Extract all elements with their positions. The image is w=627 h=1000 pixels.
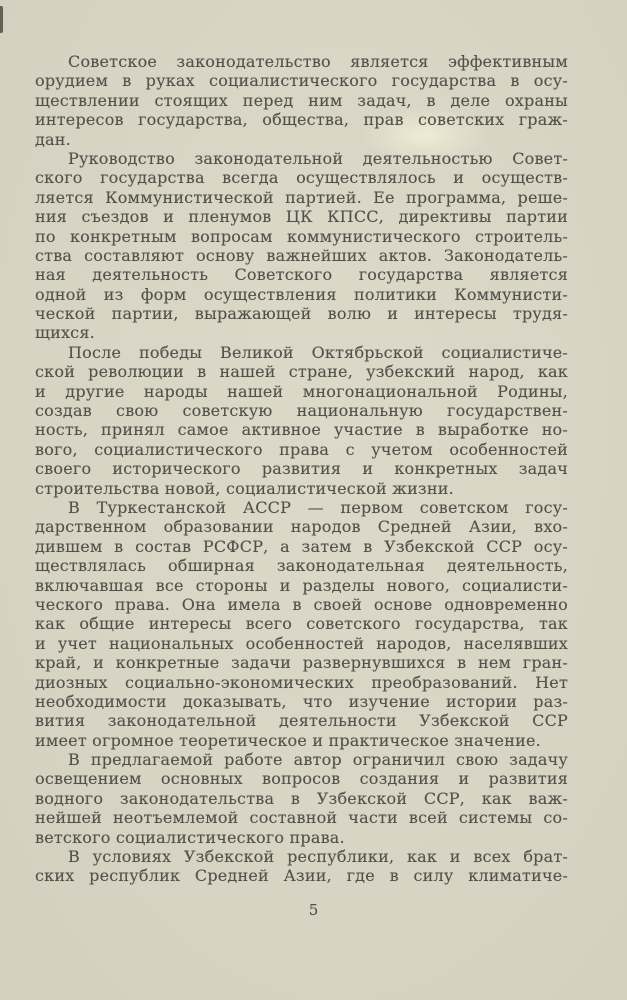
text-line: имеет огромное теоретическое и практическое значение. (35, 730, 541, 750)
text-line: край, и конкретные задачи развернувшихся в нем гран- (35, 653, 568, 673)
text-line: ства составляют основу важнейших актов. Законодатель- (35, 245, 568, 265)
text-line: ная деятельность Советского государства является (35, 265, 568, 285)
paragraph (35, 343, 568, 498)
text-line: одной из форм осуществления политики Коммунисти- (35, 284, 568, 304)
text-line: ческой партии, выражающей волю и интересы трудя- (35, 304, 568, 324)
text-line: ского государства всегда осуществлялось и осуществ- (35, 168, 568, 188)
scan-edge-artifact (0, 6, 3, 33)
text-line: включавшая все стороны и разделы нового, социалисти- (35, 575, 568, 595)
text-line: ществлении стоящих перед ним задач, в деле охраны (35, 90, 568, 110)
text-line: В Туркестанской АССР — первом советском госу- (68, 497, 568, 517)
text-line: и другие народы нашей многонациональной Родины, (35, 381, 568, 401)
text-line: В условиях Узбекской республики, как и всех брат- (68, 847, 568, 867)
text-line: щихся. (35, 323, 95, 343)
text-line: ской революции в нашей стране, узбекский народ, как (35, 362, 568, 382)
text-block (35, 52, 568, 886)
text-line: орудием в руках социалистического государства в осу- (35, 71, 568, 91)
text-line: дившем в состав РСФСР, а затем в Узбекской ССР осу- (35, 536, 568, 556)
paragraph (35, 52, 568, 149)
text-line: по конкретным вопросам коммунистического строитель- (35, 226, 568, 246)
text-line: В предлагаемой работе автор ограничил свою задачу (68, 750, 568, 770)
text-line: как общие интересы всего советского государства, так (35, 614, 568, 634)
text-line: необходимости доказывать, что изучение истории раз- (35, 691, 568, 711)
text-line: Советское законодательство является эффективным (68, 52, 568, 71)
text-line: вого, социалистического права с учетом особенностей (35, 439, 568, 459)
text-line: создав свою советскую национальную государствен- (35, 401, 568, 421)
text-line: своего исторического развития и конкретных задач (35, 459, 568, 479)
text-line: ность, принял самое активное участие в выработке но- (35, 420, 568, 440)
text-line: ществлялась обширная законодательная деятельность, (35, 556, 568, 576)
text-line: ляется Коммунистической партией. Ее программа, реше- (35, 187, 568, 207)
paragraph (35, 847, 568, 886)
text-line: ческого права. Она имела в своей основе одновременно (35, 594, 568, 614)
text-line: нейшей неотъемлемой составной части всей системы со- (35, 808, 568, 828)
text-line: водного законодательства в Узбекской ССР, как важ- (35, 788, 568, 808)
page-number: 5 (308, 901, 319, 919)
text-line: диозных социально-экономических преобразований. Нет (35, 672, 568, 692)
text-line: Руководство законодательной деятельностью Совет- (68, 148, 568, 168)
text-line: освещением основных вопросов создания и развития (35, 769, 568, 789)
text-line: вития законодательной деятельности Узбекской ССР (35, 711, 568, 731)
paragraph (35, 750, 568, 847)
text-line: ветского социалистического права. (35, 827, 345, 847)
text-line: ния съездов и пленумов ЦК КПСС, директивы партии (35, 207, 568, 227)
text-line: ских республик Средней Азии, где в силу климатиче- (35, 866, 568, 886)
text-line: и учет национальных особенностей народов, населявших (35, 633, 568, 653)
paragraph (35, 498, 568, 750)
text-line: интересов государства, общества, прав советских граж- (35, 110, 568, 130)
text-line: дан. (35, 129, 71, 149)
text-line: После победы Великой Октябрьской социалистиче- (68, 342, 568, 362)
text-line: дарственном образовании народов Средней Азии, вхо- (35, 517, 568, 537)
paragraph (35, 149, 568, 343)
text-line: строительства новой, социалистической жизни. (35, 478, 454, 498)
